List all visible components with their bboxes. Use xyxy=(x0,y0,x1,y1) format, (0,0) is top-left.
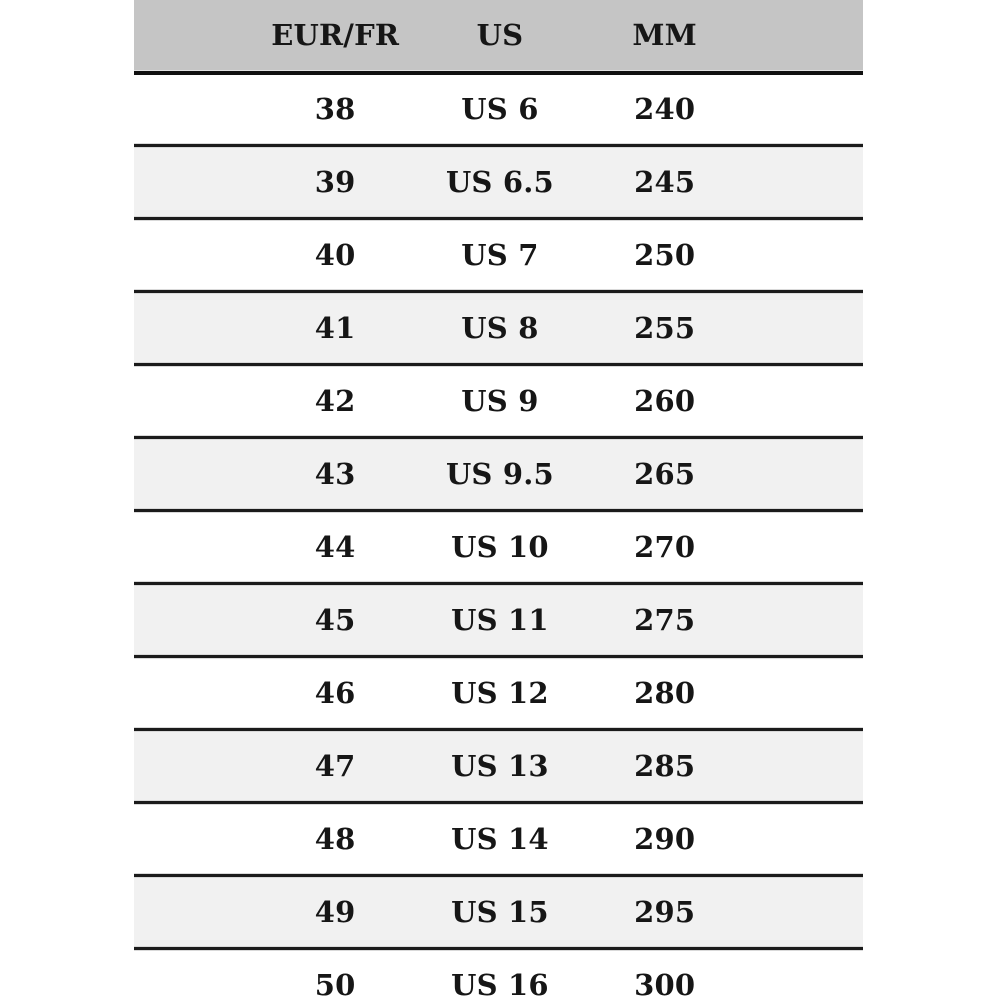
size-conversion-table xyxy=(134,0,863,1000)
cell-us: US 15 xyxy=(451,895,549,929)
cell-us: US 12 xyxy=(451,676,549,710)
cell-mm: 250 xyxy=(634,238,696,272)
cell-mm: 245 xyxy=(634,165,696,199)
cell-mm: 280 xyxy=(634,676,696,710)
cell-mm: 295 xyxy=(634,895,696,929)
cell-eur-fr: 50 xyxy=(314,968,356,1000)
cell-eur-fr: 40 xyxy=(314,238,356,272)
cell-eur-fr: 47 xyxy=(314,749,356,783)
cell-mm: 275 xyxy=(634,603,696,637)
cell-eur-fr: 42 xyxy=(314,384,356,418)
cell-us: US 16 xyxy=(451,968,549,1000)
column-header-mm: MM xyxy=(632,18,697,52)
cell-eur-fr: 48 xyxy=(314,822,356,856)
table-row xyxy=(134,367,863,435)
table-row xyxy=(134,878,863,946)
table-row xyxy=(134,440,863,508)
cell-us: US 10 xyxy=(451,530,549,564)
cell-mm: 300 xyxy=(634,968,696,1000)
column-header-eur-fr: EUR/FR xyxy=(271,18,400,52)
table-row xyxy=(134,805,863,873)
table-row xyxy=(134,75,863,143)
cell-us: US 6 xyxy=(461,92,539,126)
cell-eur-fr: 49 xyxy=(314,895,356,929)
column-header-us: US xyxy=(476,18,524,52)
cell-mm: 240 xyxy=(634,92,696,126)
table-row xyxy=(134,951,863,1000)
cell-eur-fr: 39 xyxy=(314,165,356,199)
cell-mm: 290 xyxy=(634,822,696,856)
cell-eur-fr: 44 xyxy=(314,530,356,564)
cell-eur-fr: 38 xyxy=(314,92,356,126)
table-row xyxy=(134,659,863,727)
cell-us: US 9 xyxy=(461,384,539,418)
table-row xyxy=(134,586,863,654)
table-row xyxy=(134,221,863,289)
table-header-row xyxy=(134,0,863,70)
cell-us: US 6.5 xyxy=(445,165,554,199)
cell-mm: 285 xyxy=(634,749,696,783)
cell-mm: 255 xyxy=(634,311,696,345)
cell-us: US 13 xyxy=(451,749,549,783)
cell-us: US 11 xyxy=(451,603,549,637)
cell-mm: 265 xyxy=(634,457,696,491)
cell-eur-fr: 45 xyxy=(314,603,356,637)
table-row xyxy=(134,148,863,216)
cell-us: US 9.5 xyxy=(445,457,554,491)
table-row xyxy=(134,732,863,800)
cell-eur-fr: 46 xyxy=(314,676,356,710)
cell-eur-fr: 43 xyxy=(314,457,356,491)
cell-us: US 8 xyxy=(461,311,539,345)
table-row xyxy=(134,294,863,362)
cell-eur-fr: 41 xyxy=(314,311,356,345)
table-row xyxy=(134,513,863,581)
cell-mm: 260 xyxy=(634,384,696,418)
cell-us: US 7 xyxy=(461,238,539,272)
cell-us: US 14 xyxy=(451,822,549,856)
cell-mm: 270 xyxy=(634,530,696,564)
